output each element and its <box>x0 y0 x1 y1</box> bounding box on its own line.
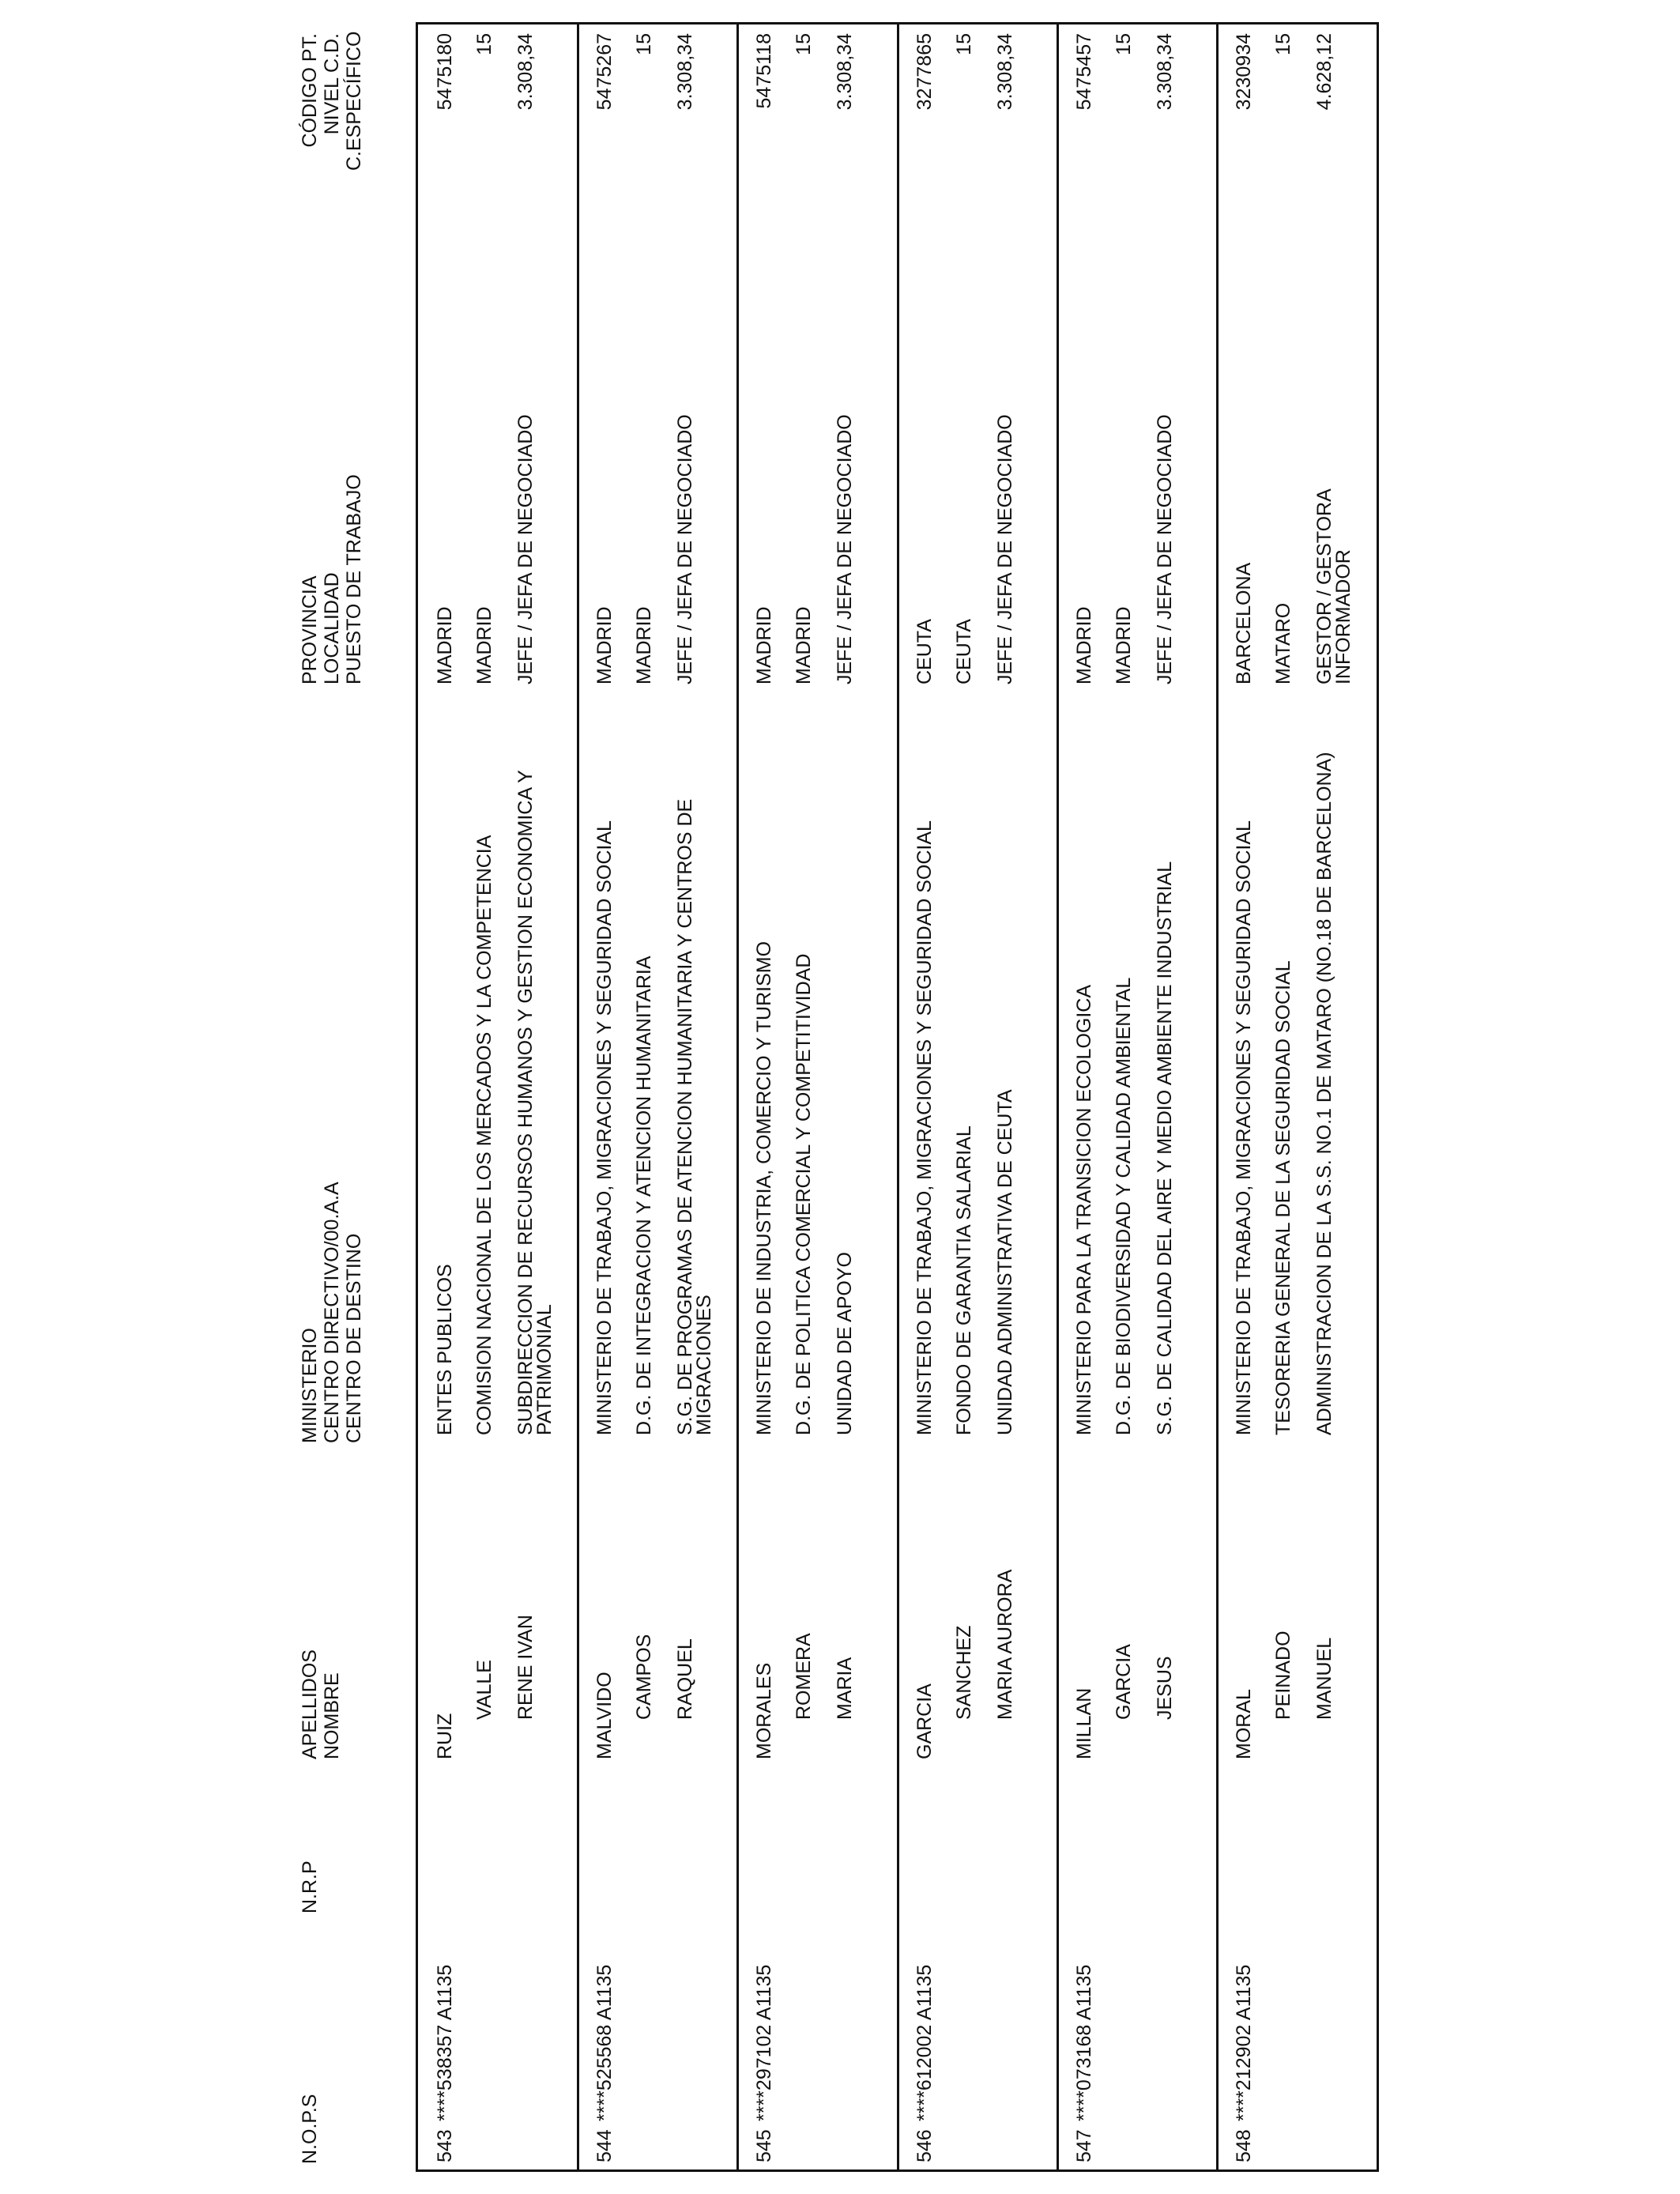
apellido-1: MORALES <box>753 1662 776 1759</box>
localidad: MADRID <box>473 606 495 684</box>
centro-destino-line: ADMINISTRACION DE LA S.S. NO.1 DE MATARO (NO.18 DE BARCELONA) <box>1313 752 1335 1435</box>
nombre: MANUEL <box>1313 1637 1335 1720</box>
nops-number: 545 <box>753 2129 776 2162</box>
apellido-2: GARCIA <box>1112 1644 1135 1720</box>
header-apellidos-line: APELLIDOS <box>299 1649 321 1759</box>
provincia: MADRID <box>1072 606 1095 684</box>
nops-number: 544 <box>593 2129 616 2162</box>
centro-directivo: D.G. DE POLITICA COMERCIAL Y COMPETITIVIDAD <box>793 953 816 1435</box>
nivel-cd: 15 <box>633 33 656 55</box>
nops-number: 547 <box>1072 2129 1095 2162</box>
centro-destino-line: SUBDIRECCION DE RECURSOS HUMANOS Y GESTION ECONOMICA Y <box>514 770 537 1435</box>
record-separator <box>897 22 899 2172</box>
table-top-rule <box>416 22 418 2172</box>
header-puesto-line: PUESTO DE TRABAJO <box>343 474 365 684</box>
centro-destino-line: PATRIMONIAL <box>533 1304 556 1435</box>
codigo-pt: 3230934 <box>1233 33 1255 111</box>
centro-directivo: D.G. DE BIODIVERSIDAD Y CALIDAD AMBIENTAL <box>1112 977 1135 1435</box>
nrp-code: ****297102 A1135 <box>753 1964 776 2121</box>
apellido-2: CAMPOS <box>633 1634 656 1720</box>
codigo-pt: 5475267 <box>593 33 616 111</box>
puesto-line: JEFE / JEFA DE NEGOCIADO <box>993 414 1016 684</box>
nombre: MARIA AURORA <box>993 1569 1016 1720</box>
apellido-2: PEINADO <box>1272 1630 1294 1720</box>
centro-destino-line: UNIDAD ADMINISTRATIVA DE CEUTA <box>993 1089 1016 1435</box>
centro-destino-line: UNIDAD DE APOYO <box>834 1252 857 1435</box>
header-ministerio-line: MINISTERIO <box>299 1328 321 1443</box>
header-centro-directivo-line: CENTRO DIRECTIVO/00.A.A <box>321 1182 343 1443</box>
nops-number: 548 <box>1233 2129 1255 2162</box>
table-bottom-rule <box>1377 22 1379 2172</box>
header-provincia-line: PROVINCIA <box>299 575 321 684</box>
localidad: MATARO <box>1272 602 1294 684</box>
puesto-line: JEFE / JEFA DE NEGOCIADO <box>834 414 857 684</box>
nrp-code: ****525568 A1135 <box>593 1964 616 2121</box>
centro-destino-line: S.G. DE CALIDAD DEL AIRE Y MEDIO AMBIENTE INDUSTRIAL <box>1153 861 1176 1435</box>
record-separator <box>1216 22 1219 2172</box>
record-separator <box>736 22 739 2172</box>
header-especifico-line: C.ESPECÍFICO <box>343 31 365 171</box>
c-especifico: 3.308,34 <box>514 33 537 111</box>
nrp-code: ****212902 A1135 <box>1233 1964 1255 2121</box>
header-centro-destino-line: CENTRO DE DESTINO <box>343 1233 365 1443</box>
provincia: MADRID <box>434 606 456 684</box>
nombre: RAQUEL <box>674 1638 697 1720</box>
apellido-2: SANCHEZ <box>952 1625 975 1720</box>
nivel-cd: 15 <box>1272 33 1294 55</box>
localidad: MADRID <box>793 606 816 684</box>
centro-directivo: TESORERIA GENERAL DE LA SEGURIDAD SOCIAL <box>1272 960 1294 1435</box>
nops-number: 543 <box>434 2129 456 2162</box>
header-nombre-line: NOMBRE <box>321 1672 343 1759</box>
ministerio: MINISTERIO DE TRABAJO, MIGRACIONES Y SEGURIDAD SOCIAL <box>1233 820 1255 1435</box>
provincia: MADRID <box>753 606 776 684</box>
ministerio: MINISTERIO PARA LA TRANSICION ECOLOGICA <box>1072 984 1095 1435</box>
record-separator <box>1057 22 1059 2172</box>
nrp-code: ****073168 A1135 <box>1072 1964 1095 2121</box>
header-codigo-line: CÓDIGO PT. <box>299 33 321 148</box>
provincia: BARCELONA <box>1233 562 1255 684</box>
c-especifico: 4.628,12 <box>1313 33 1335 111</box>
apellido-1: MILLAN <box>1072 1687 1095 1759</box>
c-especifico: 3.308,34 <box>834 33 857 111</box>
apellido-2: VALLE <box>473 1660 495 1720</box>
ministerio: ENTES PUBLICOS <box>434 1264 456 1435</box>
ministerio: MINISTERIO DE INDUSTRIA, COMERCIO Y TURISMO <box>753 941 776 1435</box>
nivel-cd: 15 <box>952 33 975 55</box>
header-ministerio <box>299 1182 365 1443</box>
header-nrp: N.R.P <box>299 1860 321 1913</box>
header-nivel-line: NIVEL C.D. <box>321 33 343 135</box>
header-apellidos <box>299 1649 343 1759</box>
header-nops: N.O.P.S <box>299 2094 321 2164</box>
record-separator <box>577 22 579 2172</box>
nrp-code: ****612002 A1135 <box>913 1964 936 2121</box>
codigo-pt: 5475180 <box>434 33 456 111</box>
puesto-line: GESTOR / GESTORA <box>1313 488 1335 684</box>
apellido-1: MALVIDO <box>593 1672 616 1759</box>
centro-directivo: D.G. DE INTEGRACION Y ATENCION HUMANITARIA <box>633 956 656 1435</box>
c-especifico: 3.308,34 <box>674 33 697 111</box>
apellido-2: ROMERA <box>793 1633 816 1720</box>
codigo-pt: 5475457 <box>1072 33 1095 111</box>
nops-number: 546 <box>913 2129 936 2162</box>
c-especifico: 3.308,34 <box>1153 33 1176 111</box>
localidad: MADRID <box>633 606 656 684</box>
centro-destino-line: S.G. DE PROGRAMAS DE ATENCION HUMANITARIA Y CENTROS DE <box>674 798 697 1435</box>
header-codigo <box>299 33 365 171</box>
apellido-1: RUIZ <box>434 1713 456 1759</box>
puesto-line: INFORMADOR <box>1332 549 1354 684</box>
codigo-pt: 5475118 <box>753 33 776 109</box>
centro-directivo: FONDO DE GARANTIA SALARIAL <box>952 1125 975 1435</box>
puesto-line: JEFE / JEFA DE NEGOCIADO <box>514 414 537 684</box>
nombre: JESUS <box>1153 1656 1176 1720</box>
puesto-line: JEFE / JEFA DE NEGOCIADO <box>674 414 697 684</box>
c-especifico: 3.308,34 <box>993 33 1016 111</box>
apellido-1: MORAL <box>1233 1689 1255 1759</box>
nrp-code: ****538357 A1135 <box>434 1964 456 2121</box>
ministerio: MINISTERIO DE TRABAJO, MIGRACIONES Y SEGURIDAD SOCIAL <box>913 820 936 1435</box>
header-localidad-line: LOCALIDAD <box>321 572 343 684</box>
nivel-cd: 15 <box>793 33 816 55</box>
centro-destino-line: MIGRACIONES <box>693 1295 716 1435</box>
nivel-cd: 15 <box>1112 33 1135 55</box>
header-provincia <box>299 474 365 684</box>
centro-directivo: COMISION NACIONAL DE LOS MERCADOS Y LA COMPETENCIA <box>473 835 495 1435</box>
nombre: RENE IVAN <box>514 1615 537 1720</box>
localidad: MADRID <box>1112 606 1135 684</box>
ministerio: MINISTERIO DE TRABAJO, MIGRACIONES Y SEGURIDAD SOCIAL <box>593 820 616 1435</box>
codigo-pt: 3277865 <box>913 33 936 111</box>
provincia: MADRID <box>593 606 616 684</box>
provincia: CEUTA <box>913 619 936 684</box>
puesto-line: JEFE / JEFA DE NEGOCIADO <box>1153 414 1176 684</box>
localidad: CEUTA <box>952 619 975 684</box>
apellido-1: GARCIA <box>913 1683 936 1759</box>
nivel-cd: 15 <box>473 33 495 55</box>
nombre: MARIA <box>834 1657 857 1720</box>
